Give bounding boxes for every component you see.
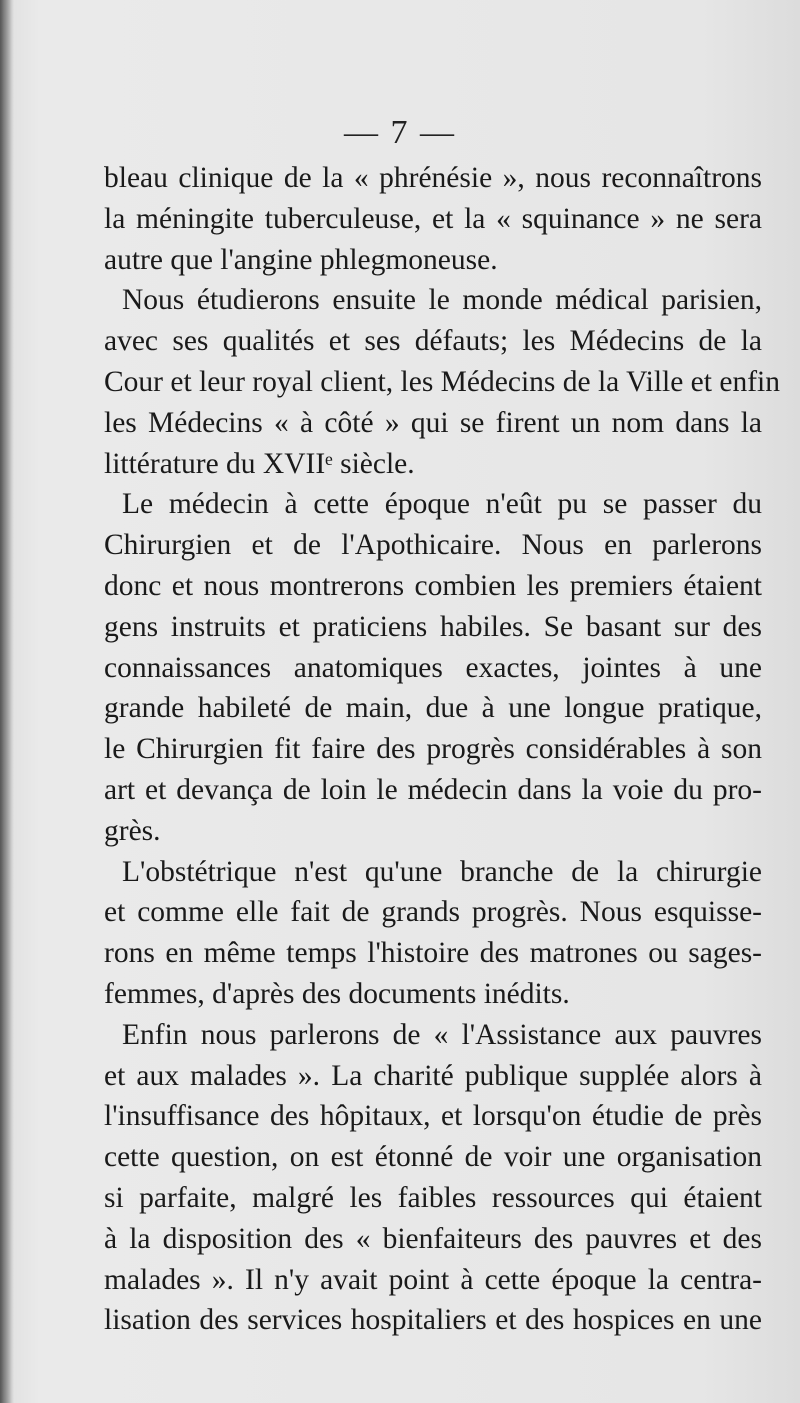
text-line: connaissances anatomiques exactes, jointes à une [104,651,762,684]
text-line: Cour et leur royal client, les Médecins de la Ville et enfin [104,365,780,398]
text-line: à la disposition des « bienfaiteurs des pauvres et des [104,1222,762,1255]
text-line: bleau clinique de la « phrénésie », nous reconnaîtrons [104,162,762,194]
text-line: si parfaite, malgré les faibles ressources qui étaient [104,1181,762,1214]
text-line: cette question, on est étonné de voir une organisation [104,1141,762,1174]
text-line: gens instruits et praticiens habiles. Se basant sur des [104,610,762,643]
binding-shadow [0,0,14,1403]
text-line: art et devança de loin le médecin dans la voie du pro- [104,773,762,806]
text-line: Le médecin à cette époque n'eût pu se passer du [122,488,762,521]
text-line: grande habileté de main, due à une longue pratique, [104,692,762,725]
text-line: malades ». Il n'y avait point à cette époque la centra- [104,1263,762,1296]
text-line: grès. [104,814,161,847]
text-line: femmes, d'après des documents inédits. [104,977,570,1010]
text-line: et comme elle fait de grands progrès. Nous esquisse- [104,896,762,929]
text-line: Nous étudierons ensuite le monde médical parisien, [122,284,762,317]
text-line: la méningite tuberculeuse, et la « squinance » ne sera [104,202,762,235]
text-line: Chirurgien et de l'Apothicaire. Nous en parlerons [104,529,762,562]
text-line: l'insuffisance des hôpitaux, et lorsqu'on étudie de près [104,1100,762,1133]
text-line: L'obstétrique n'est qu'une branche de la chirurgie [122,855,762,888]
text-line: les Médecins « à côté » qui se firent un nom dans la [104,406,762,439]
text-line: et aux malades ». La charité publique supplée alors à [104,1059,762,1092]
text-line: donc et nous montrerons combien les premiers étaient [104,569,762,602]
text-line: lisation des services hospitaliers et des hospices en une [104,1304,762,1337]
page-number: — 7 — [344,114,456,151]
text-line: littérature du XVIIᵉ siècle. [104,447,415,480]
text-line: Enfin nous parlerons de « l'Assistance aux pauvres [122,1018,762,1051]
body-text [104,158,780,1341]
text-line: rons en même temps l'histoire des matrones ou sages- [104,937,762,970]
text-line: le Chirurgien fit faire des progrès considérables à son [104,733,762,766]
text-line: autre que l'angine phlegmoneuse. [104,243,498,276]
text-line: avec ses qualités et ses défauts; les Médecins de la [104,325,762,358]
